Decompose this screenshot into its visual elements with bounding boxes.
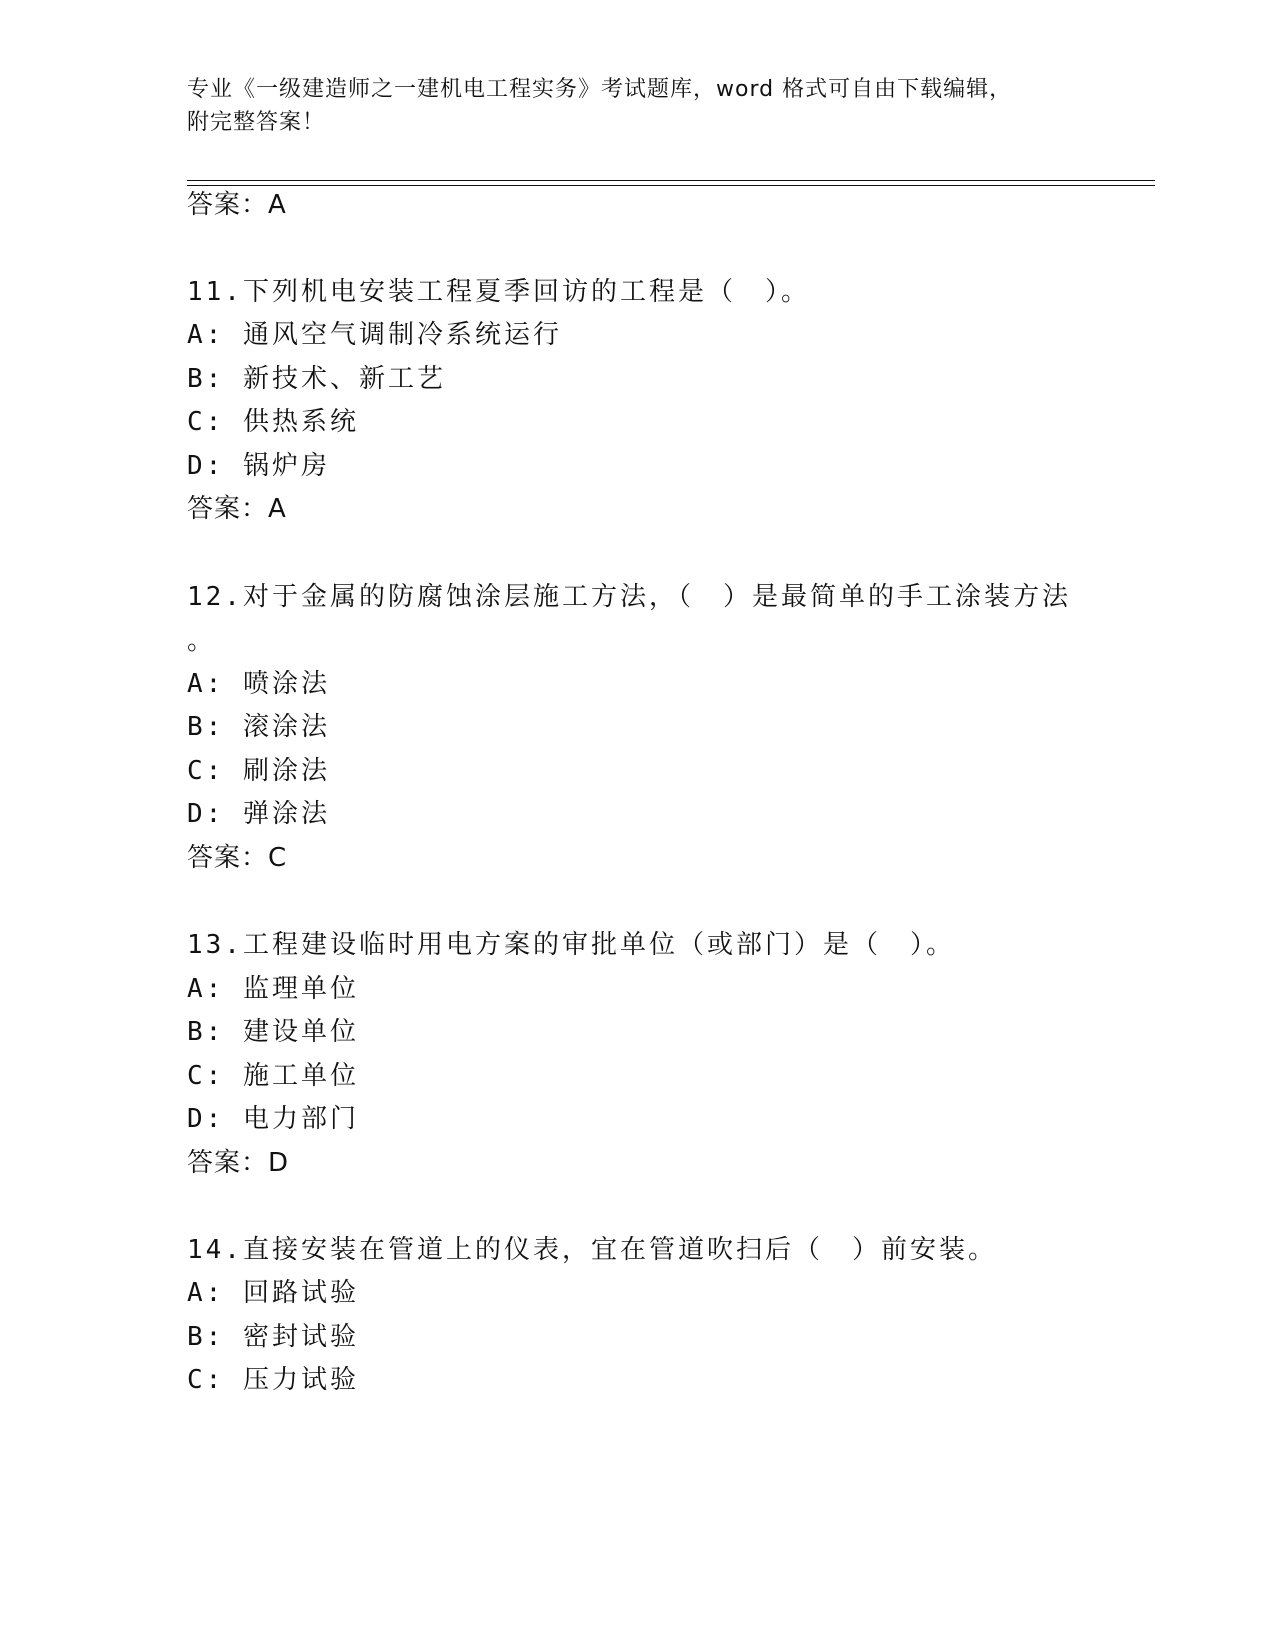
question-11-option-b: B: 新技术、新工艺 [187, 364, 446, 394]
question-14-option-b: B: 密封试验 [187, 1322, 359, 1352]
question-14-option-c: C: 压力试验 [187, 1365, 359, 1395]
question-12-stem: 12.对于金属的防腐蚀涂层施工方法，（ ）是最简单的手工涂装方法 [187, 582, 1071, 612]
question-13-option-a: A: 监理单位 [187, 974, 359, 1004]
header-divider-bottom [187, 185, 1155, 186]
header-line-1: 专业《一级建造师之一建机电工程实务》考试题库，word 格式可自由下载编辑， [187, 77, 1013, 102]
question-12-option-a: A: 喷涂法 [187, 669, 330, 699]
question-13-option-c: C: 施工单位 [187, 1061, 359, 1091]
question-14-option-a: A: 回路试验 [187, 1278, 359, 1308]
document-header [187, 73, 1087, 139]
question-12-answer: 答案：C [187, 843, 288, 873]
header-divider-top [187, 180, 1155, 181]
question-13-stem: 13.工程建设临时用电方案的审批单位（或部门）是（ ）。 [187, 930, 955, 960]
question-12-option-d: D: 弹涂法 [187, 799, 330, 829]
previous-answer: 答案：A [187, 190, 287, 220]
question-14-stem: 14.直接安装在管道上的仪表，宜在管道吹扫后（ ）前安装。 [187, 1235, 997, 1265]
question-11-option-d: D: 锅炉房 [187, 451, 330, 481]
question-12-option-c: C: 刷涂法 [187, 756, 330, 786]
question-12-stem-continued: 。 [187, 626, 217, 656]
question-11-answer: 答案：A [187, 494, 287, 524]
question-13-option-d: D: 电力部门 [187, 1104, 359, 1134]
question-11-stem: 11.下列机电安装工程夏季回访的工程是（ ）。 [187, 277, 810, 307]
question-12-option-b: B: 滚涂法 [187, 712, 330, 742]
question-13-option-b: B: 建设单位 [187, 1017, 359, 1047]
header-line-2: 附完整答案！ [187, 110, 326, 135]
question-11-option-c: C: 供热系统 [187, 407, 359, 437]
question-11-option-a: A: 通风空气调制冷系统运行 [187, 320, 562, 350]
question-13-answer: 答案：D [187, 1148, 290, 1178]
